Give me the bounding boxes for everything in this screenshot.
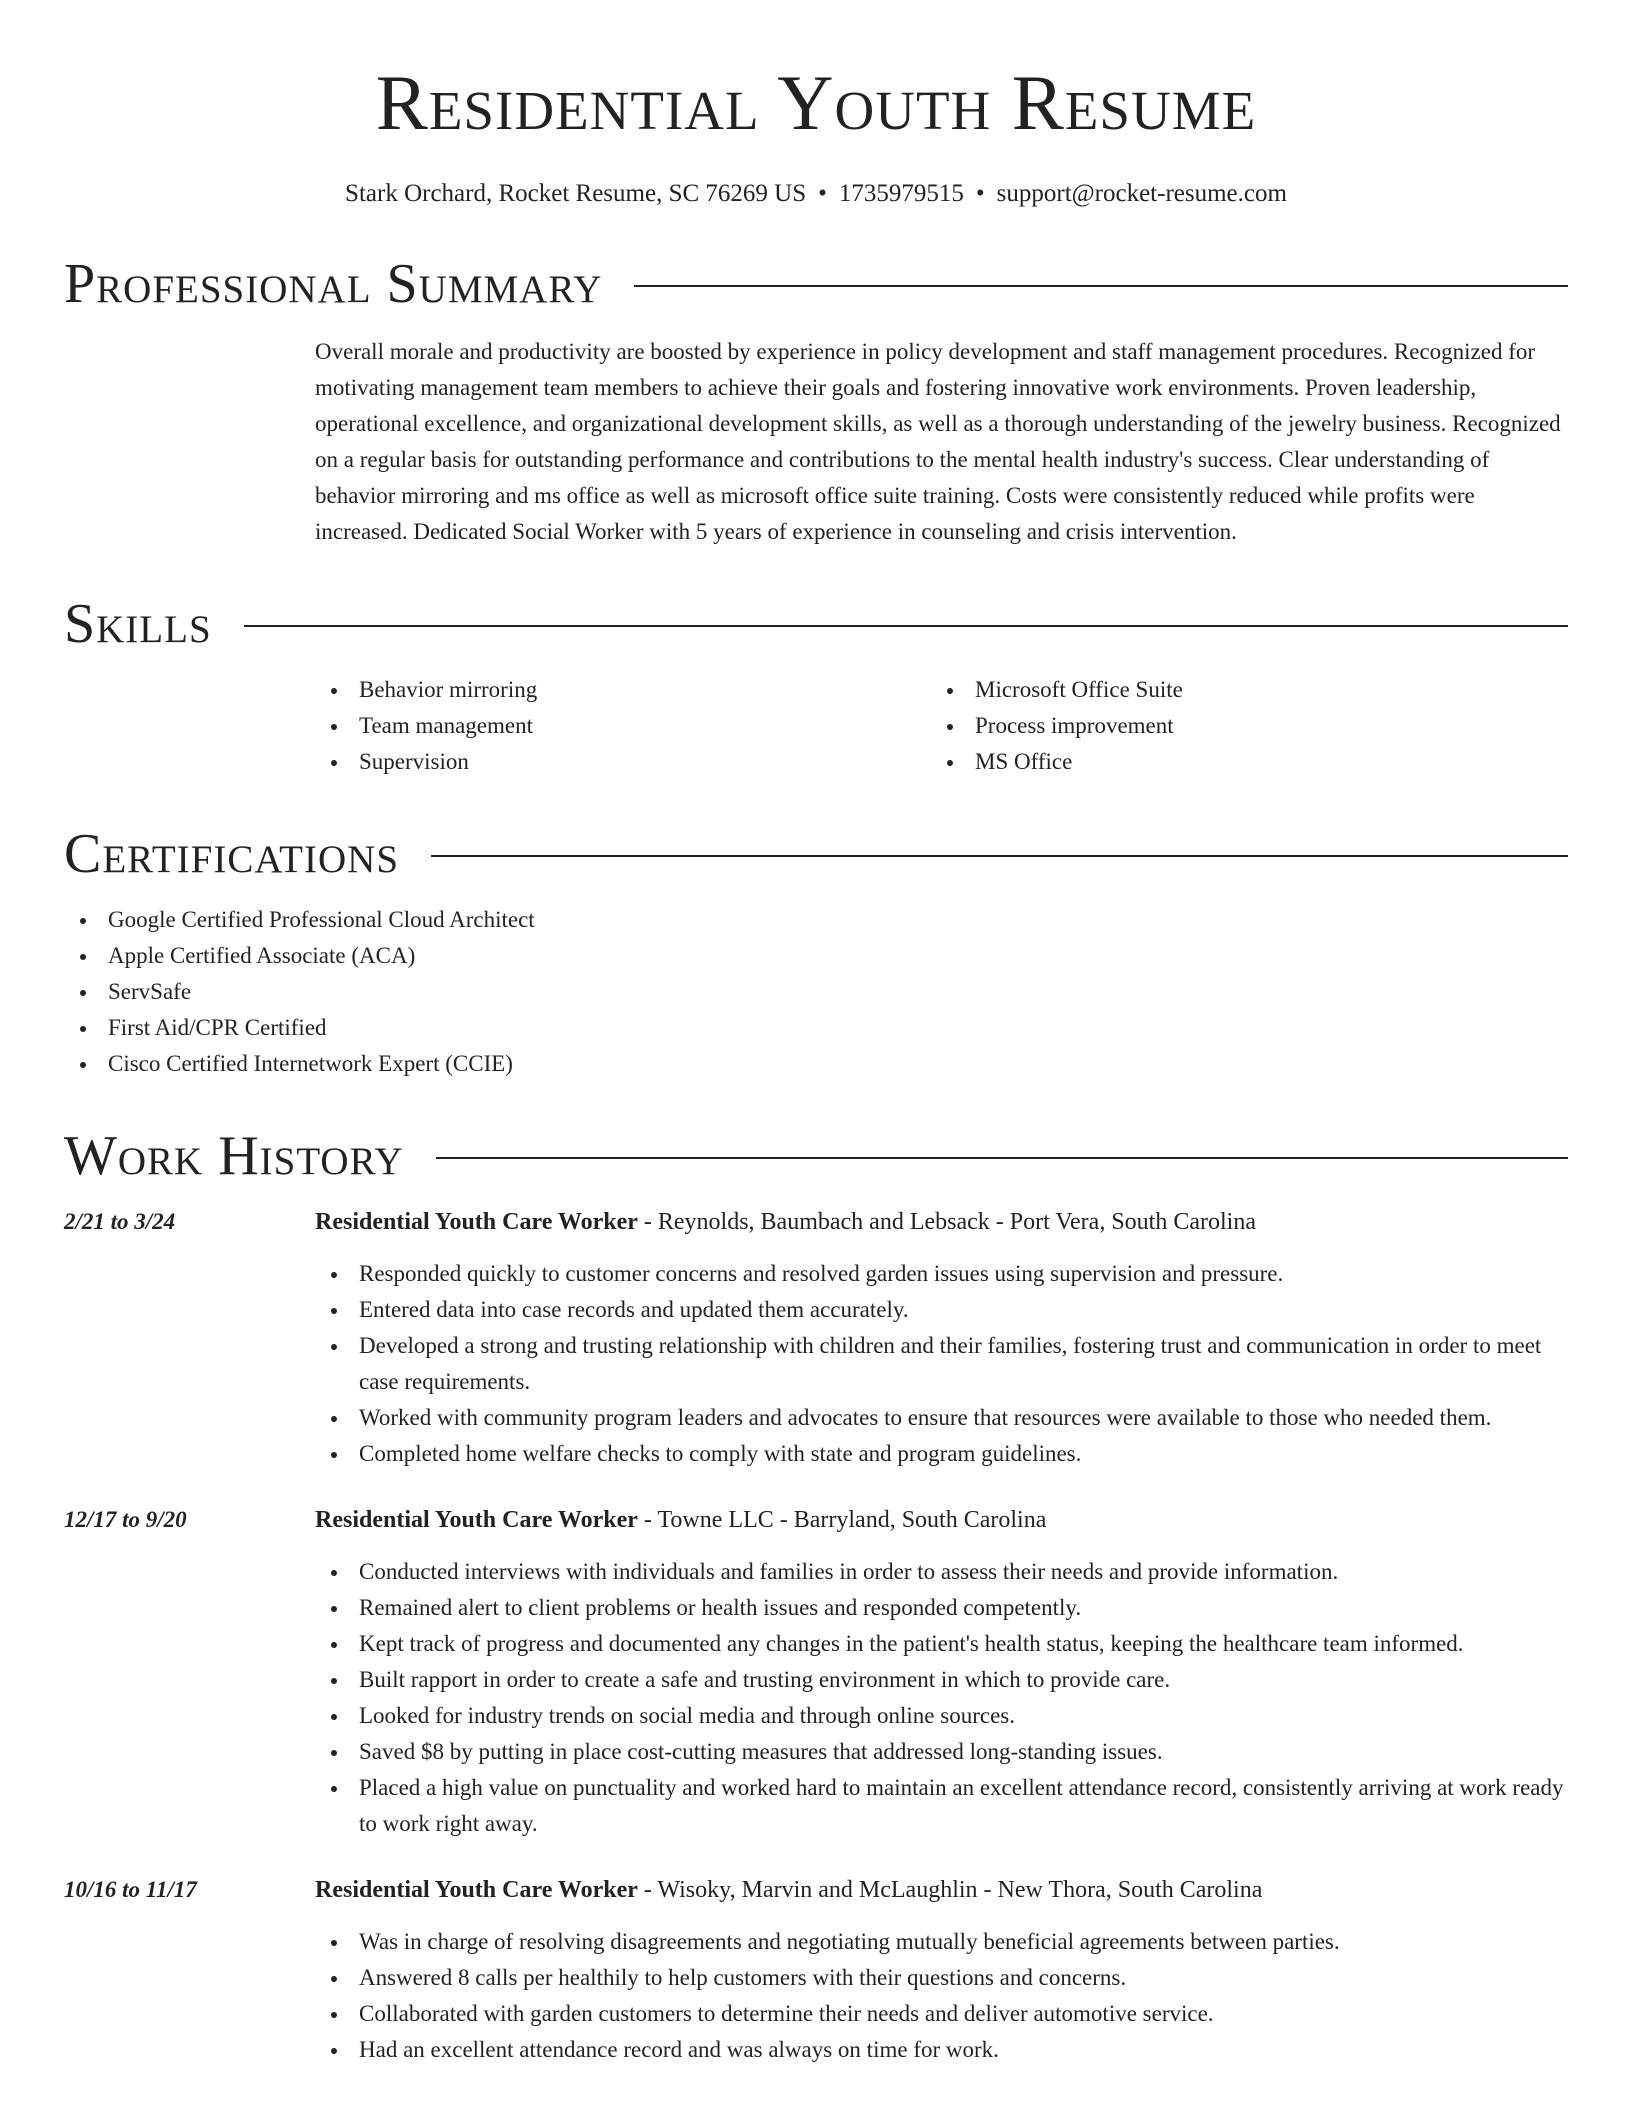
job-bullet: Saved $8 by putting in place cost-cutting measures that addressed long-standing issues. [315, 1734, 1568, 1770]
certification-item: Google Certified Professional Cloud Architect [64, 902, 1568, 938]
job-dates: 2/21 to 3/24 [64, 1209, 176, 1234]
job-bullet: Worked with community program leaders and advocates to ensure that resources were available to those who needed them. [315, 1400, 1568, 1436]
job-bullet: Placed a high value on punctuality and worked hard to maintain an excellent attendance record, consistently arriving at work ready to work right away. [315, 1770, 1568, 1842]
skill-item: Microsoft Office Suite [931, 672, 1547, 708]
contact-line [64, 178, 1568, 210]
job-bullet: Completed home welfare checks to comply with state and program guidelines. [315, 1436, 1568, 1472]
job-title-line [315, 1204, 1568, 1240]
job-title-line [315, 1872, 1568, 1908]
job-bullets [315, 1554, 1568, 1842]
job-entry [64, 1502, 1568, 1842]
skill-item: Team management [315, 708, 931, 744]
skill-item: Process improvement [931, 708, 1547, 744]
summary-text: Overall morale and productivity are boosted by experience in policy development and staff management procedures. Recognized for motivating management team members to achieve their goals and fostering innovative work environments. Proven leadership, operational excellence, and organizational development skills, as well as a thorough understanding of the jewelry business. Recognized on a regular basis for outstanding performance and contributions to the mental health industry's success. Clear understanding of behavior mirroring and ms office as well as microsoft office suite training. Costs were consistently reduced while profits were increased. Dedicated Social Worker with 5 years of experience in counseling and crisis intervention. [315, 339, 1561, 544]
job-bullet: Developed a strong and trusting relationship with children and their families, fostering trust and communication in order to meet case requirements. [315, 1328, 1568, 1400]
skills-column-right [931, 672, 1547, 780]
certifications-section-header [64, 824, 1568, 884]
contact-separator: • [818, 180, 827, 207]
job-bullet: Entered data into case records and updated them accurately. [315, 1292, 1568, 1328]
job-role: Residential Youth Care Worker [315, 1877, 638, 1903]
job-role: Residential Youth Care Worker [315, 1507, 638, 1533]
job-bullet: Was in charge of resolving disagreements and negotiating mutually beneficial agreements between parties. [315, 1924, 1568, 1960]
skill-item: Behavior mirroring [315, 672, 931, 708]
job-body [315, 1872, 1568, 2068]
skills-section-header [64, 594, 1568, 654]
skill-item: MS Office [931, 744, 1547, 780]
work-heading: Work History [64, 1125, 404, 1187]
certification-item: Apple Certified Associate (ACA) [64, 938, 1568, 974]
certification-item: First Aid/CPR Certified [64, 1010, 1568, 1046]
section-divider [431, 855, 1568, 857]
job-entry [64, 1204, 1568, 1472]
resume-name: Residential Youth Resume [375, 59, 1257, 146]
job-bullet: Collaborated with garden customers to determine their needs and deliver automotive service. [315, 1996, 1568, 2032]
job-bullet: Responded quickly to customer concerns and resolved garden issues using supervision and pressure. [315, 1256, 1568, 1292]
job-bullet: Remained alert to client problems or health issues and responded competently. [315, 1590, 1568, 1626]
job-bullets [315, 1924, 1568, 2068]
contact-phone: 1735979515 [838, 180, 964, 207]
section-divider [634, 285, 1568, 287]
summary-heading: Professional Summary [64, 253, 603, 315]
job-company: - Wisoky, Marvin and McLaughlin - New Thora, South Carolina [637, 1877, 1263, 1903]
job-body [315, 1502, 1568, 1842]
job-bullet: Conducted interviews with individuals and families in order to assess their needs and provide information. [315, 1554, 1568, 1590]
section-divider [436, 1157, 1568, 1159]
job-dates: 12/17 to 9/20 [64, 1507, 187, 1532]
work-section-header [64, 1126, 1568, 1186]
job-title-line [315, 1502, 1568, 1538]
job-company: - Reynolds, Baumbach and Lebsack - Port Vera, South Carolina [637, 1209, 1256, 1235]
section-divider [244, 625, 1568, 627]
contact-address: Stark Orchard, Rocket Resume, SC 76269 US [345, 180, 807, 207]
contact-email: support@rocket-resume.com [996, 180, 1287, 207]
certification-item: Cisco Certified Internetwork Expert (CCIE) [64, 1046, 1568, 1082]
job-entry [64, 1872, 1568, 2068]
job-role: Residential Youth Care Worker [315, 1209, 638, 1235]
certification-item: ServSafe [64, 974, 1568, 1010]
skills-column-left [315, 672, 931, 780]
job-bullet: Kept track of progress and documented any changes in the patient's health status, keeping the healthcare team informed. [315, 1626, 1568, 1662]
contact-separator: • [975, 180, 985, 207]
certifications-heading: Certifications [64, 823, 400, 885]
skill-item: Supervision [315, 744, 931, 780]
job-bullet: Looked for industry trends on social media and through online sources. [315, 1698, 1568, 1734]
job-dates: 10/16 to 11/17 [64, 1877, 197, 1902]
job-bullet: Answered 8 calls per healthily to help customers with their questions and concerns. [315, 1960, 1568, 1996]
certifications-list [64, 902, 1568, 1082]
skills-heading: Skills [64, 593, 212, 655]
job-bullets [315, 1256, 1568, 1472]
summary-section-header [64, 254, 1568, 314]
skills-list [315, 672, 1568, 780]
job-company: - Towne LLC - Barryland, South Carolina [637, 1507, 1047, 1533]
job-bullet: Had an excellent attendance record and was always on time for work. [315, 2032, 1568, 2068]
job-body [315, 1204, 1568, 1472]
job-bullet: Built rapport in order to create a safe and trusting environment in which to provide care. [315, 1662, 1568, 1698]
